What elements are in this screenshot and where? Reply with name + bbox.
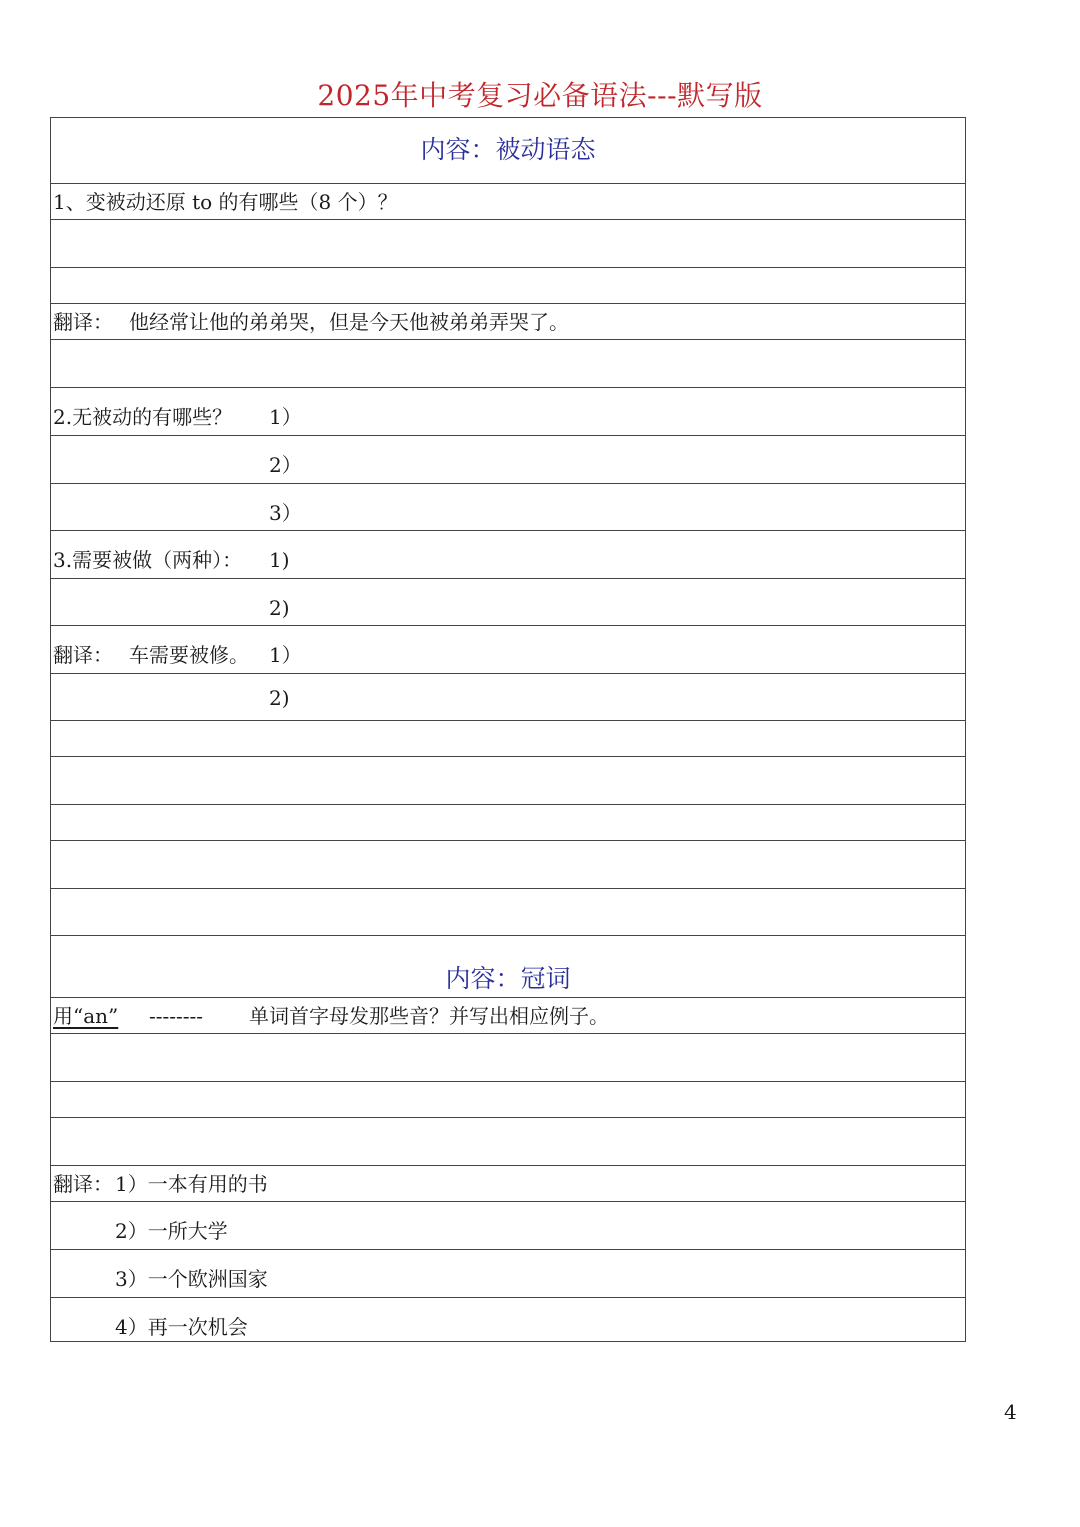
answer-row <box>51 435 965 483</box>
question-row <box>51 387 965 435</box>
answer-row[interactable] <box>51 339 965 387</box>
section-heading-row <box>51 118 965 183</box>
answer-row[interactable] <box>51 756 965 804</box>
translation-label: 翻译： <box>53 643 113 667</box>
question-3-text: 3.需要被做（两种）： <box>53 548 243 572</box>
translation-item: 2）一所大学 <box>115 1219 228 1243</box>
question-text: 单词首字母发那些音？并写出相应例子。 <box>249 1004 609 1028</box>
answer-row[interactable] <box>51 1033 965 1081</box>
list-number: 3） <box>269 501 302 525</box>
translation-label: 翻译： <box>53 1172 113 1196</box>
list-number: 1） <box>269 405 302 429</box>
an-usage-label: 用“an” <box>53 1004 119 1028</box>
answer-row[interactable] <box>51 1081 965 1117</box>
question-row <box>51 530 965 578</box>
translation-label: 翻译： <box>53 310 113 334</box>
dash-separator: -------- <box>149 1004 204 1028</box>
answer-row[interactable] <box>51 219 965 267</box>
answer-row <box>51 483 965 530</box>
translation-row <box>51 303 965 339</box>
translation-item: 1）一本有用的书 <box>115 1172 268 1196</box>
translation-sentence: 他经常让他的弟弟哭，但是今天他被弟弟弄哭了。 <box>129 310 569 334</box>
translation-row <box>51 1201 965 1249</box>
answer-row <box>51 673 965 720</box>
worksheet-table <box>50 117 966 1342</box>
list-number: 2) <box>269 686 290 710</box>
section-heading-articles: 内容：冠词 <box>445 964 571 993</box>
question-2-text: 2.无被动的有哪些？ <box>53 405 233 429</box>
answer-row[interactable] <box>51 840 965 888</box>
translation-row <box>51 625 965 673</box>
question-row <box>51 997 965 1033</box>
answer-row[interactable] <box>51 804 965 840</box>
question-row <box>51 183 965 219</box>
answer-row <box>51 578 965 625</box>
translation-row <box>51 1165 965 1201</box>
page-number: 4 <box>1004 1400 1017 1424</box>
list-number: 1) <box>269 548 290 572</box>
list-number: 2) <box>269 596 290 620</box>
answer-row[interactable] <box>51 720 965 756</box>
translation-item: 3）一个欧洲国家 <box>115 1267 268 1291</box>
translation-item: 4）再一次机会 <box>115 1315 248 1339</box>
translation-row <box>51 1297 965 1341</box>
answer-row[interactable] <box>51 1117 965 1165</box>
translation-sentence: 车需要被修。 <box>129 643 249 667</box>
list-number: 2） <box>269 453 302 477</box>
translation-row <box>51 1249 965 1297</box>
answer-row[interactable] <box>51 888 965 935</box>
list-number: 1） <box>269 643 302 667</box>
section-heading-passive-voice: 内容：被动语态 <box>420 135 596 164</box>
answer-row[interactable] <box>51 267 965 303</box>
question-1-text: 1、变被动还原 to 的有哪些（8 个）？ <box>53 190 398 214</box>
document-title: 2025年中考复习必备语法---默写版 <box>317 79 763 112</box>
section-heading-row <box>51 935 965 997</box>
